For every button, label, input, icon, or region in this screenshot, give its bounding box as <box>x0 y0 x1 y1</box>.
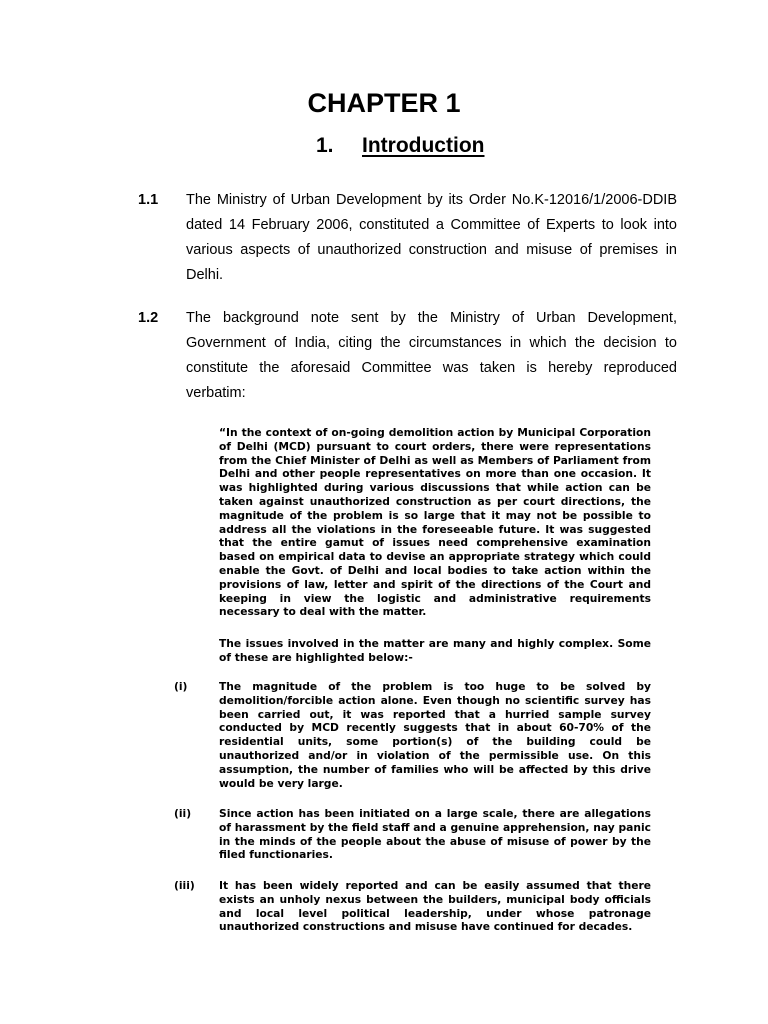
section-number: 1. <box>316 134 334 157</box>
paragraph-text: The Ministry of Urban Development by its Order No.K-12016/1/2006-DDIB dated 14 February 2006, constituted a Committee of Experts to look into various aspects of unauthorized construction and misuse of premises in Delhi. <box>186 192 677 283</box>
issue-item <box>174 879 651 934</box>
issue-item <box>174 807 651 862</box>
paragraph-text: The background note sent by the Ministry of Urban Development, Government of India, citing the circumstances in which the decision to constitute the aforesaid Committee was taken is hereby reproduced verbatim: <box>186 310 677 401</box>
section-heading <box>316 131 484 161</box>
paragraph-1-2 <box>138 306 677 406</box>
issue-text: The magnitude of the problem is too huge to be solved by demolition/forcible action alone. Even though no scientific survey has been carried out, it was reported that a hurried sample survey conducted by MCD recently suggests that in about 60-70% of the residential units, some portion(s) of the building could be unauthorized and/or in violation of the permissible use. On this assumption, the number of families who will be affected by this drive would be very large. <box>219 680 651 790</box>
issue-item <box>174 680 651 790</box>
paragraph-1-1 <box>138 188 677 288</box>
chapter-title: CHAPTER 1 <box>307 88 461 118</box>
issue-text: Since action has been initiated on a large scale, there are allegations of harassment by the field staff and a genuine apprehension, nay panic in the minds of the people about the abuse of misuse of power by the filed functionaries. <box>219 807 651 862</box>
paragraph-number: 1.1 <box>138 192 159 208</box>
issue-text: It has been widely reported and can be easily assumed that there exists an unholy nexus between the builders, municipal body officials and local level political leadership, under whose patronage unauthorized constructions and misuse have continued for decades. <box>219 879 651 934</box>
issue-label: (i) <box>174 680 188 693</box>
issue-label: (ii) <box>174 807 192 820</box>
section-title: Introduction <box>362 134 485 157</box>
paragraph-number: 1.2 <box>138 310 159 326</box>
quoted-paragraph: “In the context of on-going demolition action by Municipal Corporation of Delhi (MCD) pursuant to court orders, there were representations from the Chief Minister of Delhi as well as Members of Parliament from Delhi and other people representatives on more than one occasion. It was highlighted during various discussions that while action can be taken against unauthorized construction as per court directions, the magnitude of the problem is so large that it may not be possible to address all the violations in the foreseeable future. It was suggested that the entire gamut of issues need comprehensive examination based on empirical data to devise an appropriate strategy which could enable the Govt. of Delhi and local bodies to take action within the provisions of law, letter and spirit of the directions of the Court and keeping in view the logistic and administrative requirements necessary to deal with the matter. <box>219 426 651 619</box>
issue-label: (iii) <box>174 879 195 892</box>
quoted-issues-intro: The issues involved in the matter are many and highly complex. Some of these are highlighted below:- <box>219 637 651 664</box>
